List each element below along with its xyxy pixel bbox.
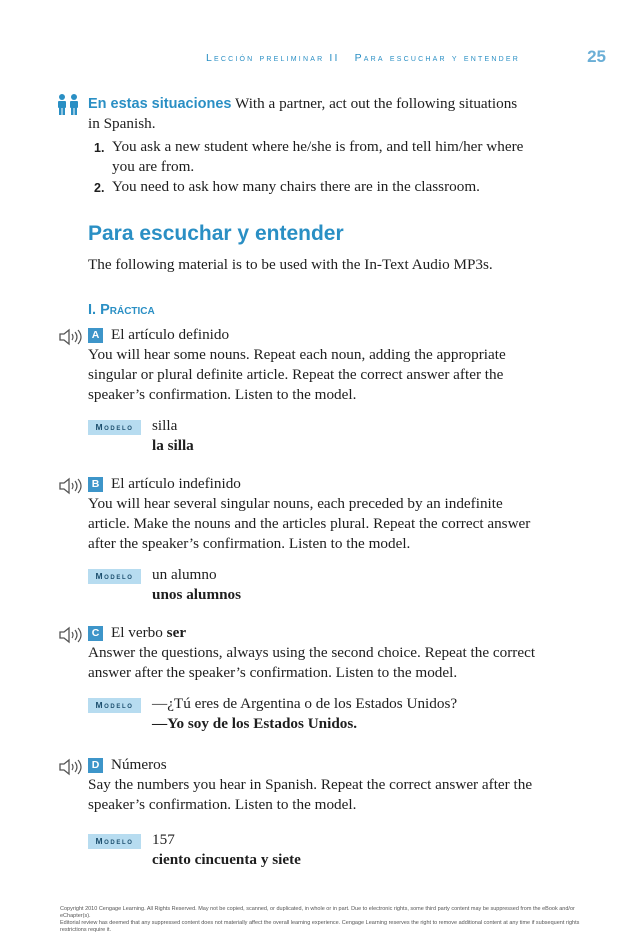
list-item: 2. You need to ask how many chairs there are in the classroom. xyxy=(94,178,480,195)
model-prompt: un alumno xyxy=(152,566,217,583)
exercise-c: C El verbo ser Answer the questions, always using the second choice. Repeat the correct answer after the speaker’s confirmation. Listen to the model. xyxy=(88,624,536,681)
exercise-title: Números xyxy=(111,756,167,773)
situations-intro xyxy=(88,94,528,134)
model-example xyxy=(152,830,301,870)
model-example xyxy=(152,565,241,605)
modelo-badge: Modelo xyxy=(88,420,141,435)
model-prompt: silla xyxy=(152,417,178,434)
copyright-footer: Copyright 2010 Cengage Learning. All Rights Reserved. May not be copied, scanned, or duplicated, in whole or in part. Due to electronic rights, some third party content may be suppressed from the eBook and/or eChapter(s). Editorial review has deemed that any suppressed content does not materially affect the overall learning experience. Cengage Learning reserves the right to remove additional content at any time if subsequent rights restrictions require it. xyxy=(60,906,580,933)
exercise-title: El verbo xyxy=(111,624,163,641)
speaker-icon[interactable] xyxy=(58,327,82,347)
situations-intro-b: in Spanish. xyxy=(88,115,156,132)
situations-intro-a: With a partner, act out the following situations xyxy=(234,95,518,112)
exercise-d: D Números Say the numbers you hear in Spanish. Repeat the correct answer after the speaker’s confirmation. Listen to the model. xyxy=(88,756,533,813)
section-intro: The following material is to be used with the In-Text Audio MP3s. xyxy=(88,256,493,273)
page-number: 25 xyxy=(587,47,606,66)
exercise-title-bold: ser xyxy=(166,624,187,641)
model-answer: la silla xyxy=(152,437,194,454)
model-prompt: 157 xyxy=(152,831,175,848)
speaker-icon[interactable] xyxy=(58,625,82,645)
situations-title: En estas situaciones xyxy=(88,96,232,112)
modelo-badge: Modelo xyxy=(88,698,141,713)
chapter-title: Lección preliminar II xyxy=(205,52,340,64)
model-example xyxy=(152,694,457,734)
model-prompt: —¿Tú eres de Argentina o de los Estados Unidos? xyxy=(152,695,458,712)
exercise-title: El artículo definido xyxy=(111,326,230,343)
running-header xyxy=(206,52,520,64)
speaker-icon[interactable] xyxy=(58,476,82,496)
exercise-b: B El artículo indefinido You will hear several singular nouns, each preceded by an indefinite article. Make the nouns and the articles plural. Repeat the correct answer after the speaker’s confirmation. Listen to the model. xyxy=(88,475,531,552)
model-answer: unos alumnos xyxy=(152,586,242,603)
list-item: 1. You ask a new student where he/she is from, and tell him/her where you are from. xyxy=(94,138,524,175)
exercise-letter-badge: D xyxy=(88,758,103,773)
pair-work-icon xyxy=(55,93,81,115)
speaker-icon[interactable] xyxy=(58,757,82,777)
exercise-letter-badge: A xyxy=(88,328,103,343)
exercise-a: A El artículo definido You will hear some nouns. Repeat each noun, adding the appropriate singular or plural definite article. Repeat the correct answer after the speaker’s confirmation. Listen to the model. xyxy=(88,326,506,403)
situations-list xyxy=(94,137,524,198)
exercise-letter-badge: C xyxy=(88,626,103,641)
exercise-title: El artículo indefinido xyxy=(111,475,241,492)
practica-heading: I. Práctica xyxy=(88,302,155,318)
modelo-badge: Modelo xyxy=(88,569,141,584)
modelo-badge: Modelo xyxy=(88,834,141,849)
section-title: Para escuchar y entender xyxy=(354,52,520,64)
exercise-letter-badge: B xyxy=(88,477,103,492)
model-example xyxy=(152,416,194,456)
model-answer: —Yo soy de los Estados Unidos. xyxy=(152,715,358,732)
section-heading: Para escuchar y entender xyxy=(88,222,344,245)
model-answer: ciento cincuenta y siete xyxy=(152,851,301,868)
